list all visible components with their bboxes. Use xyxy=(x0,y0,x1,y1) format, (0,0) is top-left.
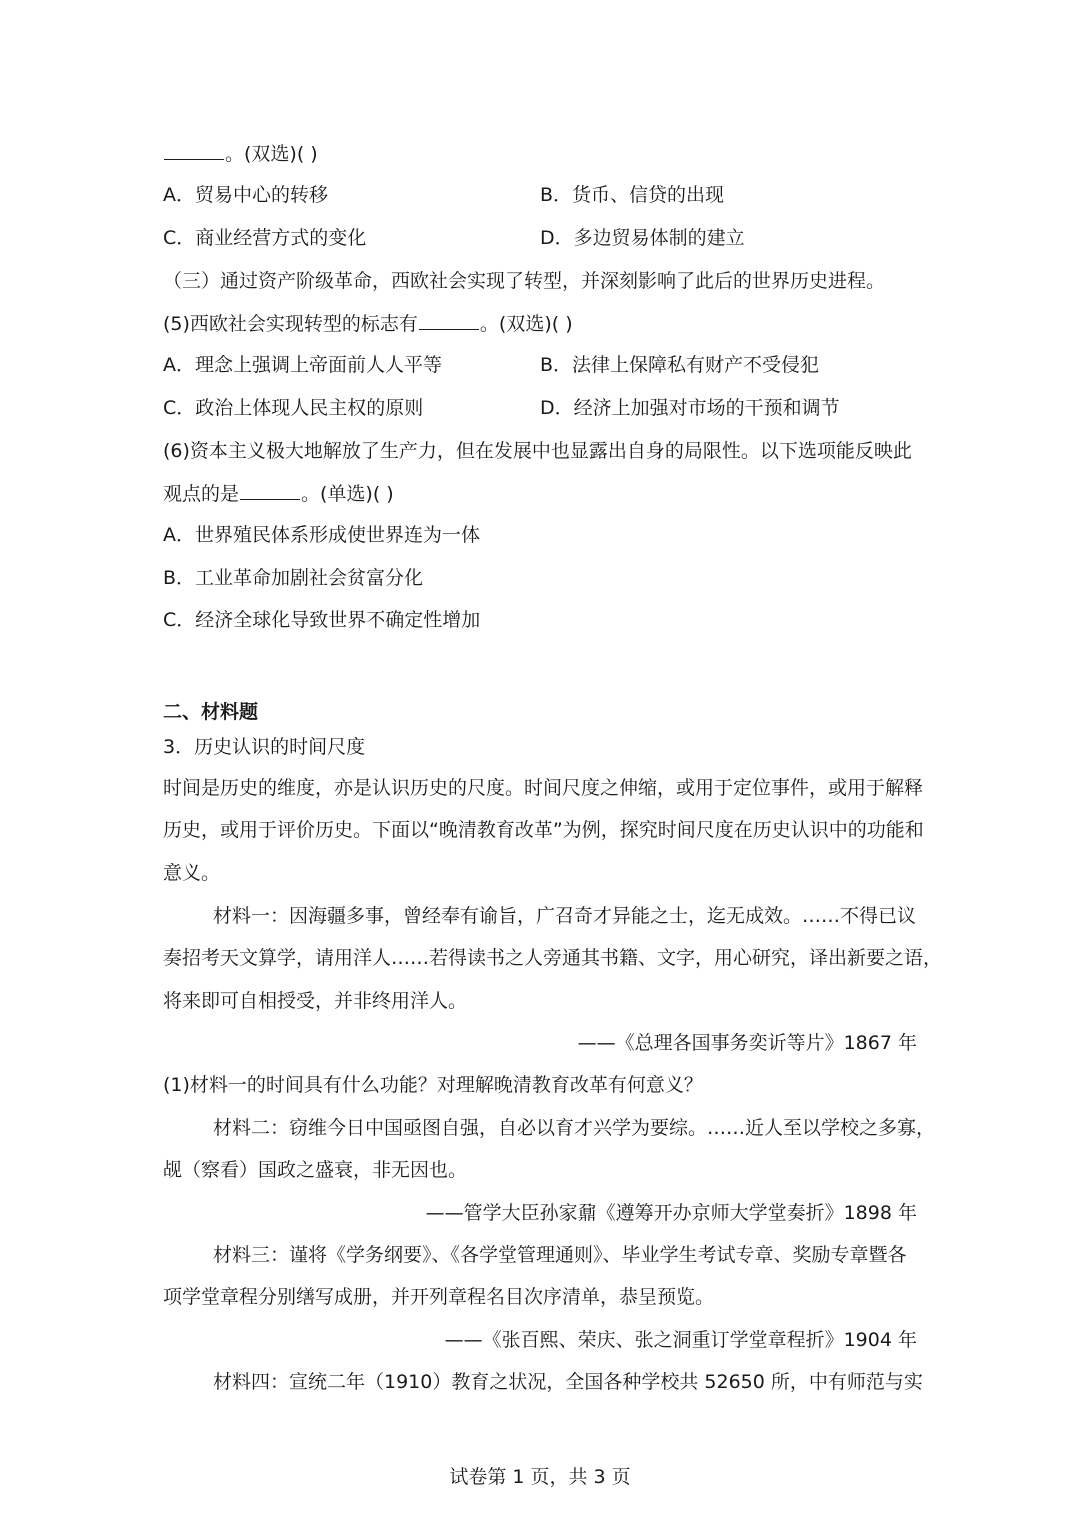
section-heading: 二、材料题 xyxy=(163,701,259,723)
material-3-line-1: 材料三：谨将《学务纲要》、《各学堂管理通则》、毕业学生考试专章、奖励专章暨各 xyxy=(213,1244,907,1266)
option-a: A．贸易中心的转移 xyxy=(163,184,328,206)
material-3-line-2: 项学堂章程分别缮写成册，并开列章程名目次序清单，恭呈预览。 xyxy=(163,1286,715,1308)
material-1-line-2: 奏招考天文算学，请用洋人……若得读书之人旁通其书籍、文字，用心研究，译出新要之语， xyxy=(163,947,943,969)
q5-option-d: D．经济上加强对市场的干预和调节 xyxy=(540,397,840,419)
intro-line-2: 历史，或用于评价历史。下面以“晚清教育改革”为例，探究时间尺度在历史认识中的功能和 xyxy=(163,819,924,841)
option-c: C．商业经营方式的变化 xyxy=(163,227,367,249)
material-2-line-2: 觇（察看）国政之盛衰，非无因也。 xyxy=(163,1159,468,1181)
question-6-line2: 观点的是 。(单选)( ) xyxy=(163,483,394,505)
q6-option-b: B．工业革命加剧社会贫富分化 xyxy=(163,567,424,589)
section-three-heading: （三）通过资产阶级革命，西欧社会实现了转型，并深刻影响了此后的世界历史进程。 xyxy=(163,270,886,292)
sub-question-1: (1)材料一的时间具有什么功能？对理解晚清教育改革有何意义？ xyxy=(163,1074,703,1096)
material-4-line-1: 材料四：宣统二年（1910）教育之状况，全国各种学校共 52650 所，中有师范与实 xyxy=(213,1371,923,1393)
question-6-line1: (6)资本主义极大地解放了生产力，但在发展中也显露出自身的局限性。以下选项能反映此 xyxy=(163,440,912,462)
answer-blank xyxy=(240,481,300,500)
q5-option-b: B．法律上保障私有财产不受侵犯 xyxy=(540,354,820,376)
material-1-source: ——《总理各国事务奕䜣等片》1867 年 xyxy=(577,1032,917,1054)
q5-option-a: A．理念上强调上帝面前人人平等 xyxy=(163,354,442,376)
q6-option-a: A．世界殖民体系形成使世界连为一体 xyxy=(163,524,480,546)
material-1-line-3: 将来即可自相授受，并非终用洋人。 xyxy=(163,990,468,1012)
material-3-source: ——《张百熙、荣庆、张之洞重订学堂章程折》1904 年 xyxy=(444,1329,917,1351)
material-1-line-1: 材料一：因海疆多事，曾经奉有谕旨，广召奇才异能之士，迄无成效。……不得已议 xyxy=(213,905,917,927)
page-footer: 试卷第 1 页，共 3 页 xyxy=(449,1466,631,1488)
material-2-source: ——管学大臣孙家鼐《遵筹开办京师大学堂奏折》1898 年 xyxy=(425,1202,917,1224)
q5-option-c: C．政治上体现人民主权的原则 xyxy=(163,397,424,419)
question-stem-tail: 。(双选)( ) xyxy=(163,141,318,166)
intro-line-3: 意义。 xyxy=(163,862,221,884)
material-2-line-1: 材料二：窃维今日中国亟图自强，自必以育才兴学为要综。……近人至以学校之多寡， xyxy=(213,1117,936,1139)
option-b: B．货币、信贷的出现 xyxy=(540,184,725,206)
answer-blank xyxy=(419,311,479,330)
answer-blank xyxy=(164,141,224,160)
q6-option-c: C．经济全球化导致世界不确定性增加 xyxy=(163,609,481,631)
option-d: D．多边贸易体制的建立 xyxy=(540,227,745,249)
intro-line-1: 时间是历史的维度，亦是认识历史的尺度。时间尺度之伸缩，或用于定位事件，或用于解释 xyxy=(163,777,924,799)
question-3-title: 3．历史认识的时间尺度 xyxy=(163,736,366,758)
question-5: (5)西欧社会实现转型的标志有 。(双选)( ) xyxy=(163,313,573,335)
